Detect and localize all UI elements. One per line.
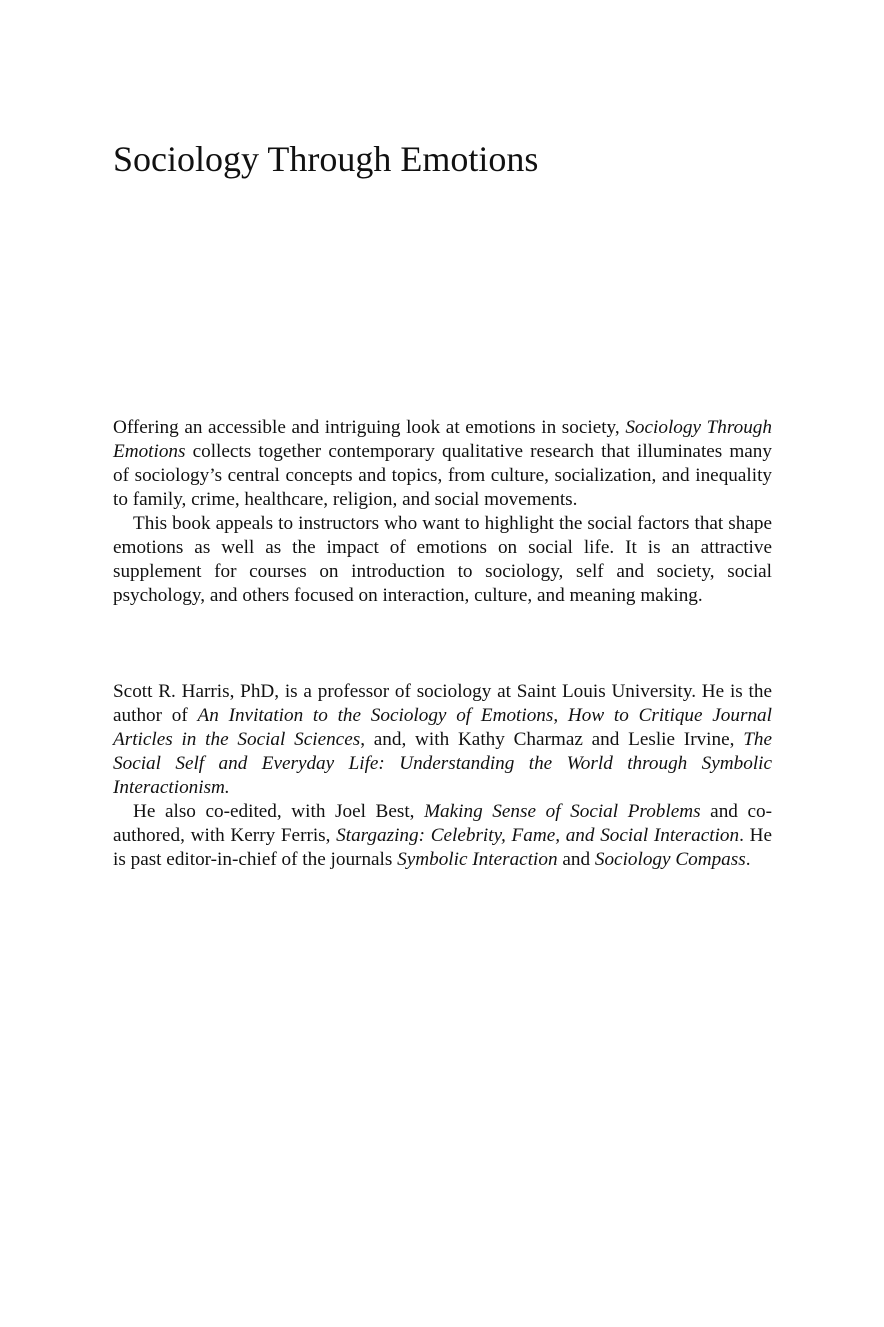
description-text: collects together contemporary qualitative research that illuminates many of sociology’s central concepts and topics, from culture, socialization, and inequality to family, crime, healthcare, religion, and social movements.: [113, 441, 772, 510]
bio-text: and co-authored, with Kerry Ferris,: [113, 801, 772, 846]
bio-text: and: [557, 849, 595, 870]
author-bio: [113, 680, 772, 872]
bio-text: , and, with Kathy Charmaz and Leslie Irvine,: [360, 729, 744, 750]
publication-title: An Invitation to the Sociology of Emotions: [197, 705, 554, 726]
description-text: This book appeals to instructors who want to highlight the social factors that shape emotions as well as the impact of emotions on social life. It is an attractive supplement for courses on introduction to sociology, self and society, social psychology, and others focused on interaction, culture, and meaning making.: [113, 513, 772, 606]
bio-text: ,: [553, 705, 568, 726]
bio-paragraph: [113, 800, 772, 872]
publication-title: Making Sense of Social Problems: [424, 801, 701, 822]
bio-text: .: [745, 849, 751, 870]
publication-title: Stargazing: Celebrity, Fame, and Social Interaction: [336, 825, 740, 846]
book-description: [113, 416, 772, 608]
book-title-italic: Sociology Through Emotions: [113, 417, 772, 462]
bio-paragraph: [113, 680, 772, 800]
description-paragraph: [113, 512, 772, 608]
journal-title: Sociology Compass: [594, 849, 746, 870]
journal-title: Symbolic Interaction: [397, 849, 558, 870]
bio-text: . He is past editor-in-chief of the journals: [113, 825, 772, 870]
description-text: Offering an accessible and intriguing look at emotions in society,: [113, 417, 626, 438]
author-name: Scott R. Harris: [113, 681, 230, 702]
publication-title: How to Critique Journal Articles in the Social Sciences: [113, 705, 772, 750]
book-title: Sociology Through Emotions: [113, 139, 539, 179]
description-paragraph: [113, 416, 772, 512]
bio-text: , PhD, is a professor of sociology at Saint Louis University. He is the author of: [113, 681, 772, 726]
bio-text: He also co-edited, with Joel Best,: [133, 801, 425, 822]
publication-title: The Social Self and Everyday Life: Understanding the World through Symbolic Interactionism.: [113, 729, 772, 798]
